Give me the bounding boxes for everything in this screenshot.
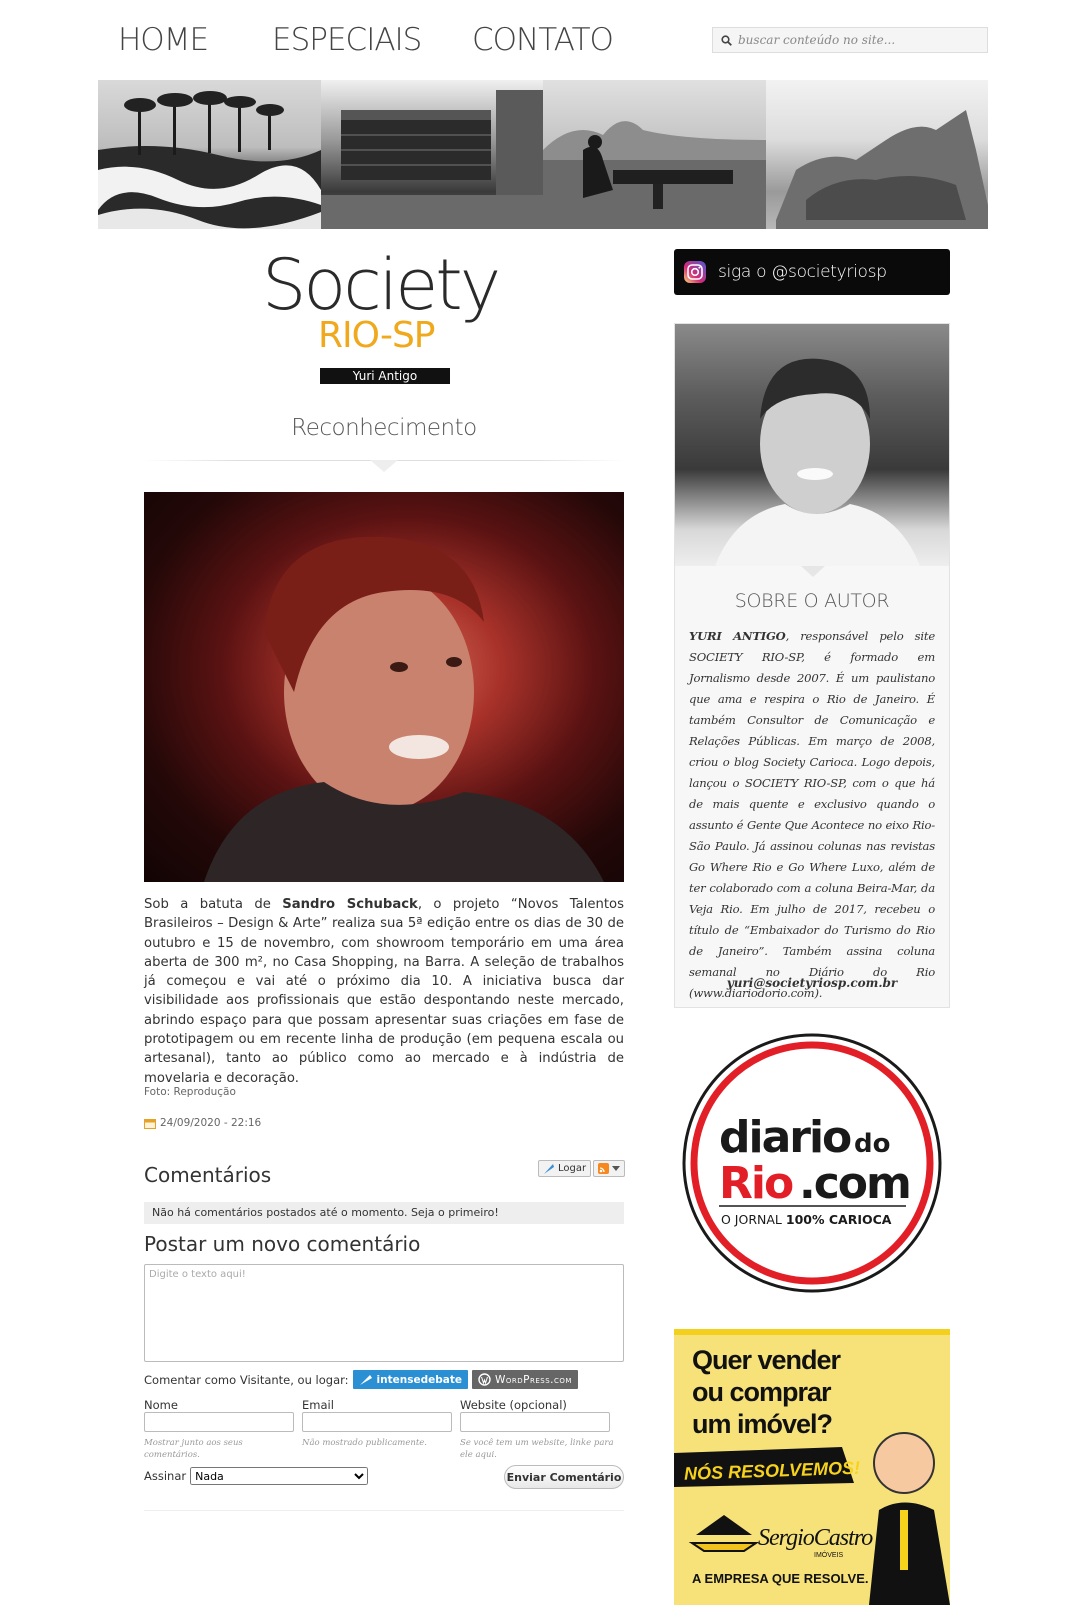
- diario-tagline: O JORNAL 100% CARIOCA: [721, 1212, 892, 1227]
- ad-headline-2: ou comprar: [692, 1377, 831, 1407]
- calendar-icon: [144, 1118, 156, 1129]
- email-label: Email: [302, 1398, 334, 1412]
- login-feather-icon: [543, 1163, 555, 1175]
- post-photo: [144, 492, 624, 882]
- nav-contato-link[interactable]: CONTATO: [472, 22, 613, 58]
- name-field[interactable]: [144, 1412, 294, 1432]
- post-title: Reconhecimento: [291, 415, 477, 441]
- post-date: [144, 1117, 261, 1129]
- website-field[interactable]: [460, 1412, 610, 1432]
- ad-slogan: A EMPRESA QUE RESOLVE.: [692, 1571, 869, 1586]
- wordpress-label: WordPress.com: [494, 1373, 572, 1386]
- name-label: Nome: [144, 1398, 178, 1412]
- name-hint: Mostrar junto aos seus comentários.: [144, 1438, 243, 1460]
- title-arrow: [370, 460, 398, 472]
- header-banner: [98, 80, 988, 229]
- author-bio-text: , responsável pelo site SOCIETY RIO-SP, é formado em Jornalismo desde 2007. É um paulistano que ama e respira o Rio de Janeiro. É também Consultor de Comunicação e Relações Públicas. Em março de 2008, criou o blog Society Carioca. Logo depois, lançou o SOCIETY RIO-SP, com o que há de mais quente e exclusivo quando o assunto é Gente Que Acontece no eixo Rio-São Paulo. Já assinou colunas nas revistas Go Where Rio e Go Where Luxo, além de ter colaborado com a coluna Beira-Mar, da Veja Rio. Em julho de 2017, recebeu o título de “Embaixador do Turismo do Rio de Janeiro”. Também assina coluna semanal no Diário do Rio (www.diariodorio.com).: [689, 629, 935, 1000]
- intensedebate-label: intensedebate: [376, 1373, 462, 1386]
- comment-textarea[interactable]: [144, 1264, 624, 1362]
- author-box: [674, 323, 950, 1008]
- ad-brand-sub: IMÓVEIS: [814, 1552, 844, 1559]
- top-nav: [0, 0, 1086, 80]
- author-title: SOBRE O AUTOR: [734, 590, 890, 612]
- logo-subtitle: RIO-SP: [318, 315, 435, 356]
- intensedebate-icon: [359, 1374, 373, 1386]
- comments-title: Comentários: [144, 1163, 272, 1187]
- wordpress-login-button[interactable]: [472, 1370, 578, 1389]
- instagram-follow-button[interactable]: [674, 249, 950, 295]
- subscribe-select[interactable]: [190, 1467, 368, 1485]
- login-label: Logar: [558, 1163, 587, 1174]
- diario-rio-text: Rio: [719, 1158, 793, 1209]
- subscribe-row: [144, 1467, 368, 1485]
- diario-text: diario: [719, 1112, 851, 1163]
- author-photo: [675, 324, 949, 566]
- website-hint: Se você tem um website, linke para ele aqui.: [460, 1438, 614, 1460]
- diario-do-rio-ad[interactable]: [674, 1030, 950, 1300]
- post-body-prefix: Sob a batuta de: [144, 897, 283, 912]
- site-logo[interactable]: [262, 244, 518, 390]
- comment-as-row: [144, 1370, 578, 1389]
- subscribe-label: Assinar: [144, 1469, 187, 1483]
- rss-dropdown-button[interactable]: [593, 1160, 625, 1177]
- wordpress-icon: [478, 1373, 491, 1386]
- banner-monument-image: [766, 80, 989, 229]
- instagram-label: siga o @societyriosp: [718, 262, 887, 282]
- diario-com-text: .com: [799, 1158, 910, 1209]
- logo-title: Society: [262, 244, 499, 326]
- diario-do-text: do: [854, 1129, 891, 1159]
- login-button[interactable]: [538, 1160, 591, 1177]
- chevron-down-icon: [612, 1166, 620, 1172]
- search-box: [712, 27, 988, 53]
- intensedebate-login-button[interactable]: [353, 1370, 468, 1389]
- submit-comment-button[interactable]: Enviar Comentário: [504, 1465, 624, 1489]
- ad-brand-text: SergioCastro: [758, 1525, 873, 1551]
- instagram-icon: [684, 261, 706, 283]
- ad-banner-text: NÓS RESOLVEMOS!: [683, 1457, 861, 1484]
- search-input[interactable]: [738, 33, 978, 47]
- email-field[interactable]: [302, 1412, 452, 1432]
- comment-as-label: Comentar como Visitante, ou logar:: [144, 1372, 349, 1387]
- banner-copacabana-image: [98, 80, 321, 229]
- search-icon: [721, 35, 732, 46]
- banner-masp-image: [321, 80, 544, 229]
- comments-tools: [538, 1160, 625, 1177]
- no-comments-message: Não há comentários postados até o momento. Seja o primeiro!: [144, 1202, 624, 1224]
- nav-home-link[interactable]: HOME: [118, 22, 209, 58]
- comments-bottom-divider: [144, 1510, 624, 1511]
- post-body: [144, 895, 624, 1088]
- sergio-castro-ad[interactable]: [674, 1329, 950, 1605]
- post-body-text: , o projeto “Novos Talentos Brasileiros – Design & Arte” realiza sua 5ª edição entre os dias de 30 de outubro e 15 de novembro, com showroom temporário em uma área aberta de 300 m², no Casa Shopping, na Barra. A seleção de trabalhos já começou e vai até o próximo dia 10. A iniciativa busca dar visibilidade aos profissionais que estão despontando neste mercado, abrindo espaço para que possam apresentar suas criações em fase de prototipagem ou em recente linha de produção (em pequena escala ou artesanal), tanto ao público como ao mercado e à indústria de movelaria e decoração.: [144, 897, 624, 1086]
- nav-especiais-link[interactable]: ESPECIAIS: [272, 22, 422, 58]
- logo-tagline: Yuri Antigo: [320, 368, 450, 384]
- banner-statue-image: [543, 80, 766, 229]
- author-bio: [689, 626, 935, 1004]
- ad-headline-1: Quer vender: [692, 1345, 841, 1375]
- rss-icon: [598, 1163, 609, 1174]
- post-date-text: 24/09/2020 - 22:16: [160, 1117, 262, 1129]
- email-hint: Não mostrado publicamente.: [302, 1438, 428, 1448]
- ad-headline-3: um imóvel?: [692, 1409, 833, 1439]
- post-body-name: Sandro Schuback: [282, 897, 418, 912]
- new-comment-title: Postar um novo comentário: [144, 1232, 421, 1256]
- author-email[interactable]: yuri@societyriosp.com.br: [726, 976, 898, 990]
- website-label: Website (opcional): [460, 1398, 567, 1412]
- author-name: YURI ANTIGO: [689, 629, 786, 643]
- photo-caption: Foto: Reprodução: [144, 1086, 236, 1098]
- author-arrow: [801, 566, 825, 577]
